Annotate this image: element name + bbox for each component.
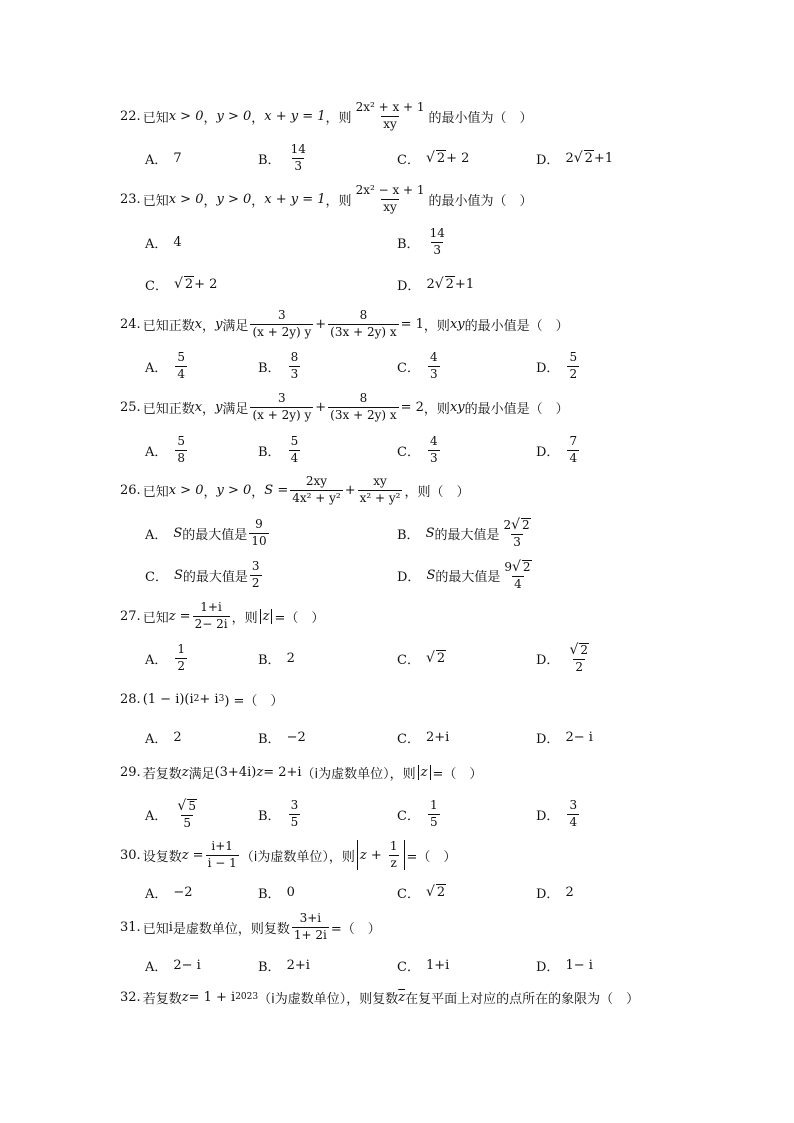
- q25-option-d: [536, 430, 581, 470]
- option-label: B．: [258, 444, 281, 460]
- q31-option-a: A． 2− i: [145, 957, 201, 975]
- question-32: 32. 若复数 z = 1 + i 2023 （i为虚数单位），则复数 $\overline{z}$ 在复平面上对应的点所在的象限为（ ）: [120, 989, 640, 1007]
- question-number: 26.: [120, 482, 141, 498]
- q23-option-b: [397, 222, 449, 262]
- q22-option-a: A． 7: [145, 150, 182, 168]
- option-label: D．: [536, 886, 560, 902]
- fraction: xy x² + y²: [359, 473, 401, 505]
- fraction: 3 (x + 2y) y: [252, 307, 312, 339]
- q25-option-a: [145, 430, 189, 470]
- option-label: A．: [145, 236, 168, 252]
- option-fraction: 14 3: [290, 141, 306, 173]
- option-fraction: 9√ 2 4: [504, 558, 531, 591]
- q31-option-b: B． 2+i: [258, 957, 310, 975]
- q29-option-b: [258, 794, 302, 834]
- question-25: 25. 已知正数 x ， y 满足 3 (x + 2y) y + 8 (3x + 2y) x = 2 ，则 xy 的最小值是（ ）: [120, 390, 569, 422]
- option-fraction: 3 5: [290, 797, 299, 829]
- option-fraction: 3 4: [569, 797, 578, 829]
- option-fraction: 8 3: [290, 349, 299, 381]
- fraction: $\frac{1+i}{2- 2i}$: [194, 599, 228, 631]
- option-label: A．: [145, 527, 168, 543]
- q24-option-a: [145, 346, 189, 386]
- option-label: D．: [536, 152, 560, 168]
- option-label: A．: [145, 360, 168, 376]
- option-fraction: 5 8: [177, 433, 186, 465]
- question-31: 31. 已知 i 是虚数单位，则复数 3+i 1+ 2i =（ ）: [120, 910, 381, 942]
- question-number: 28.: [120, 691, 141, 707]
- fraction: 3+i 1+ 2i: [293, 910, 327, 942]
- option-label: D．: [536, 959, 560, 975]
- q30-option-a: A． −2: [145, 884, 193, 902]
- q28-option-d: D． 2− i: [536, 729, 593, 747]
- question-22: 22. 已知 x > 0 ， y > 0 ， x + y = 1 ，则 2x² + x + 1 xy 的最小值为（ ）: [120, 99, 533, 131]
- q29-option-c: [397, 794, 442, 834]
- option-fraction: 1 5: [429, 797, 438, 829]
- question-number: 32.: [120, 989, 141, 1005]
- q25-option-b: [258, 430, 302, 470]
- option-label: C．: [397, 959, 420, 975]
- q23-option-a: A． 4: [145, 234, 182, 252]
- option-label: B．: [397, 527, 420, 543]
- option-label: B．: [258, 152, 281, 168]
- option-label: B．: [258, 731, 281, 747]
- option-fraction: 7 4: [569, 433, 578, 465]
- fraction: $\frac{i+1}{i - 1}$: [207, 838, 237, 870]
- option-fraction: 9 10: [251, 516, 267, 548]
- fraction: 8 (3x + 2y) x: [330, 307, 397, 339]
- q31-option-d: D． 1− i: [536, 957, 593, 975]
- option-label: C．: [397, 360, 420, 376]
- option-label: A．: [145, 959, 168, 975]
- q28-option-b: B． −2: [258, 729, 306, 747]
- option-label: C．: [145, 278, 168, 294]
- question-number: 24.: [120, 316, 141, 332]
- option-label: A．: [145, 886, 168, 902]
- option-fraction: 14 3: [429, 225, 445, 257]
- q27-option-d: [536, 638, 593, 678]
- q22-option-c: C． √ 2 + 2: [397, 150, 470, 168]
- q28-option-a: A． 2: [145, 729, 182, 747]
- question-number: 23.: [120, 191, 141, 207]
- option-label: D．: [397, 569, 421, 585]
- q29-option-a: [145, 794, 201, 834]
- option-label: C．: [397, 808, 420, 824]
- q22-option-b: [258, 138, 310, 178]
- option-fraction: 4 3: [429, 349, 438, 381]
- option-fraction: √ 5 5: [177, 797, 196, 830]
- option-label: B．: [258, 652, 281, 668]
- option-label: B．: [397, 236, 420, 252]
- q31-option-c: C． 1+i: [397, 957, 450, 975]
- option-label: A．: [145, 444, 168, 460]
- question-number: 22.: [120, 108, 141, 124]
- option-label: D．: [536, 360, 560, 376]
- q25-option-c: [397, 430, 442, 470]
- q22-option-d: D． 2 √ 2 +1: [536, 150, 614, 168]
- fraction: 3 (x + 2y) y: [252, 390, 312, 422]
- option-label: A．: [145, 652, 168, 668]
- question-28: 28. (1 − i)(i 2 + i 3 ) =（ ）: [120, 691, 284, 709]
- q30-option-d: D． 2: [536, 884, 574, 902]
- option-label: B．: [258, 360, 281, 376]
- q26-option-b: B． S 的最大值是 2√ 2 3: [397, 513, 535, 553]
- question-26: 26. 已知 x > 0 ， y > 0 ， S = $\frac{2xy}{\text{4x² + y²}}$ + xy x² + y² ，则（ ）: [120, 473, 470, 505]
- option-label: D．: [536, 731, 560, 747]
- question-number: 30.: [120, 847, 141, 863]
- question-30: 30. 设复数 z = $\frac{i+1}{i - 1}$ （i为虚数单位），则 z + $\frac{1}{z}$ =（ ）: [120, 838, 457, 870]
- option-label: D．: [536, 652, 560, 668]
- q27-option-a: [145, 638, 189, 678]
- option-label: C．: [397, 731, 420, 747]
- question-number: 31.: [120, 919, 141, 935]
- option-label: B．: [258, 959, 281, 975]
- option-label: C．: [145, 569, 168, 585]
- option-label: C．: [397, 886, 420, 902]
- question-23: 23. 已知 x > 0 ， y > 0 ， x + y = 1 ，则 2x² − x + 1 xy 的最小值为（ ）: [120, 182, 533, 214]
- option-fraction: √ 2 2: [569, 641, 588, 674]
- option-label: B．: [258, 886, 281, 902]
- question-29: 29. 若复数 z 满足 (3+4i) z = 2+i （i为虚数单位），则 z =（ ）: [120, 764, 483, 782]
- question-27: 27. 已知 z = $\frac{1+i}{2- 2i}$ ，则 z =（ ）: [120, 599, 325, 631]
- option-fraction: 4 3: [429, 433, 438, 465]
- option-label: C．: [397, 444, 420, 460]
- q29-option-d: [536, 794, 581, 834]
- option-fraction: 1 2: [177, 641, 186, 673]
- fraction: 2x² − x + 1 xy: [355, 182, 425, 214]
- q26-option-a: A． S 的最大值是 9 10: [145, 516, 267, 548]
- q27-option-c: C． √ 2: [397, 650, 446, 668]
- option-label: C．: [397, 652, 420, 668]
- option-fraction: 5 2: [569, 349, 578, 381]
- option-label: D．: [536, 808, 560, 824]
- option-label: D．: [397, 278, 421, 294]
- q26-option-d: D． S 的最大值是 9√ 2 4: [397, 555, 536, 595]
- option-label: C．: [397, 152, 420, 168]
- option-fraction: 3 2: [251, 558, 260, 590]
- q28-option-c: C． 2+i: [397, 729, 450, 747]
- q24-option-b: [258, 346, 302, 386]
- fraction: $\frac{2xy}{\text{4x² + y²}}$: [292, 473, 341, 505]
- option-label: D．: [536, 444, 560, 460]
- question-number: 29.: [120, 764, 141, 780]
- q26-option-c: C． S 的最大值是 3 2: [145, 558, 260, 590]
- q23-option-d: D． 2 √ 2 +1: [397, 276, 475, 294]
- fraction: $\frac{1}{z}$: [389, 838, 398, 870]
- q27-option-b: B． 2: [258, 650, 295, 668]
- q24-option-d: [536, 346, 581, 386]
- option-label: A．: [145, 152, 168, 168]
- option-fraction: 2√ 2 3: [503, 516, 530, 549]
- q23-option-c: C． √ 2 + 2: [145, 276, 218, 294]
- option-label: A．: [145, 808, 168, 824]
- q30-option-b: B． 0: [258, 884, 295, 902]
- option-label: A．: [145, 731, 168, 747]
- q30-option-c: C． √ 2: [397, 884, 446, 902]
- option-fraction: 5 4: [177, 349, 186, 381]
- fraction: 8 (3x + 2y) x: [330, 390, 397, 422]
- question-number: 25.: [120, 399, 141, 415]
- question-number: 27.: [120, 608, 141, 624]
- fraction: 2x² + x + 1 xy: [355, 99, 425, 131]
- question-24: 24. 已知正数 x ， y 满足 3 (x + 2y) y + 8 (3x + 2y) x = 1 ，则 xy 的最小值是（ ）: [120, 307, 569, 339]
- q24-option-c: [397, 346, 442, 386]
- option-label: B．: [258, 808, 281, 824]
- option-fraction: 5 4: [290, 433, 299, 465]
